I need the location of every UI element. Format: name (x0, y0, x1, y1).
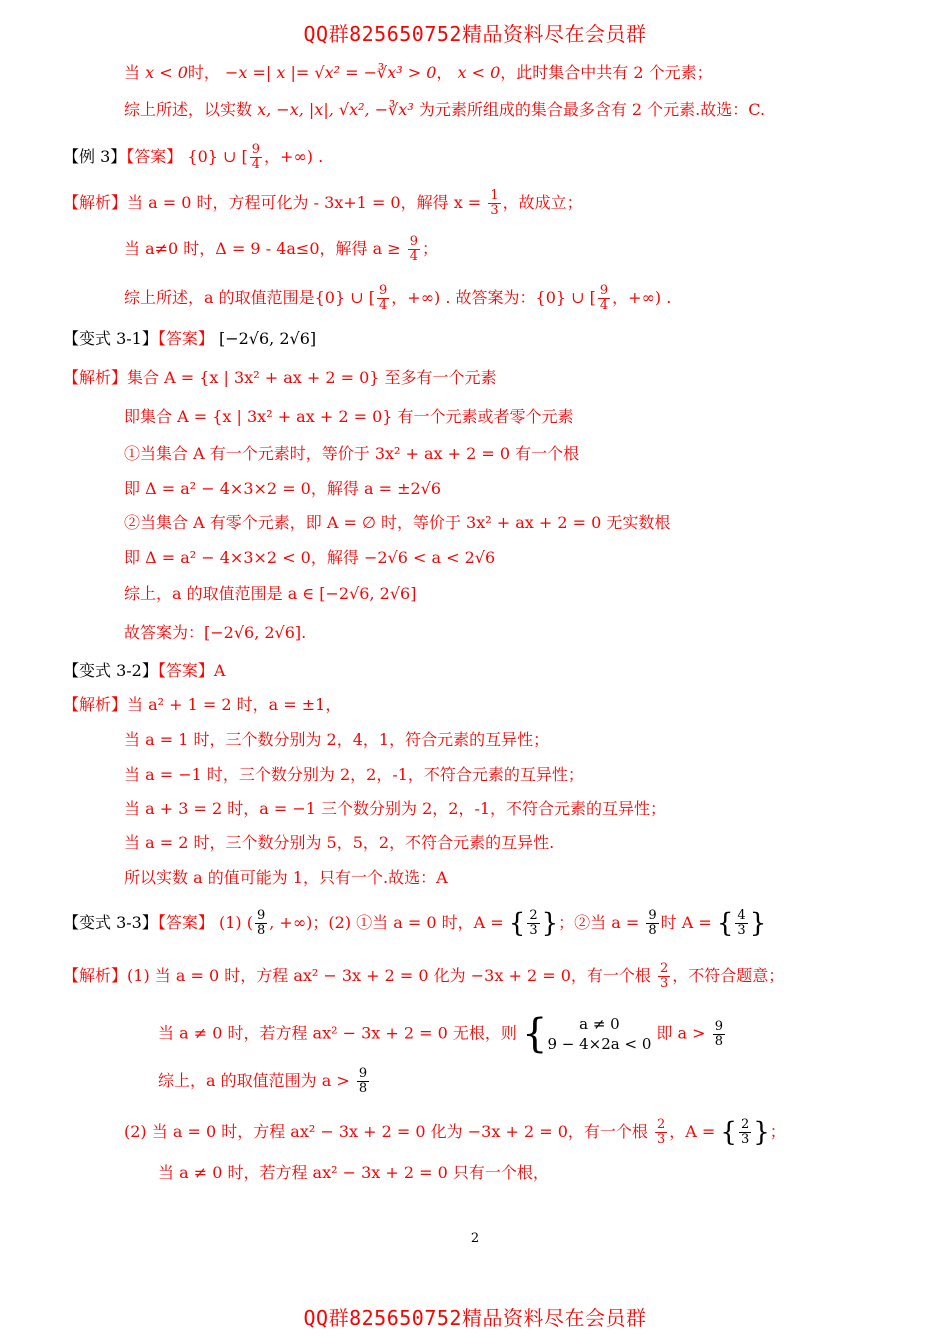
variant-3-1-analysis: 【解析】集合 A = {x | 3x² + ax + 2 = 0} 至多有一个元素 (63, 368, 497, 387)
text-line: 即 Δ = a² − 4×3×2 = 0，解得 a = ±2√6 (124, 479, 442, 498)
text-line: 当 a ≠ 0 时，若方程 ax² − 3x + 2 = 0 无根，则 { a ≠ 0 9 − 4×2a < 0 即 a > $\frac{9}{8}$ (158, 1011, 723, 1057)
example-3-answer: 【例 3】【答案】 {0} ∪ [ $\frac{9}{4}$ ，+∞) . (63, 142, 324, 172)
text-line: 当 a≠0 时，Δ = 9 - 4a≤0，解得 a ≥ $\frac{9}{4}$ ； (124, 234, 439, 264)
text-line: 即 Δ = a² − 4×3×2 < 0，解得 −2√6 < a < 2√6 (124, 548, 496, 567)
text-line: 当 a = 1 时，三个数分别为 2，4，1，符合元素的互异性； (124, 730, 550, 749)
text-line: 综上，a 的取值范围为 a > $\frac{9}{8}$ (158, 1066, 368, 1096)
variant-3-1-answer: 【变式 3-1】【答案】 [−2√6, 2√6] (63, 329, 317, 348)
text-line: 当 a = 2 时，三个数分别为 5，5，2，不符合元素的互异性. (124, 833, 555, 852)
text-line: 综上所述，以实数 x, −x, |x|, √x², −∛x³ 为元素所组成的集合最多含有 2 个元素.故选：C. (124, 100, 766, 119)
page-header: QQ群825650752精品资料尽在会员群 (303, 22, 647, 46)
text-line: ①当集合 A 有一个元素时，等价于 3x² + ax + 2 = 0 有一个根 (124, 444, 580, 463)
page-number: 2 (470, 1231, 480, 1246)
text-line: (2) 当 a = 0 时，方程 ax² − 3x + 2 = 0 化为 −3x + 2 = 0，有一个根 $\frac{2}{3}$ ，A = { $\frac{2}{3}$ }； (124, 1117, 786, 1148)
text-line: 综上所述，a 的取值范围是{0} ∪ [ $\frac{9}{4}$ ，+∞) . 故答案为：{0} ∪ [ $\frac{9}{4}$ ，+∞) . (124, 283, 672, 313)
variant-3-2-answer: 【变式 3-2】【答案】A (63, 661, 226, 680)
variant-3-3-answer: 【变式 3-3】【答案】 (1) ( $\frac{9}{8}$ , +∞)；(2) ①当 a = 0 时，A = { $\frac{2}{3}$ }；②当 a = $\frac{9}{8}$ 时 A = { $\frac{4}{3}$ } (63, 908, 767, 939)
example-3-analysis: 【解析】当 a = 0 时，方程可化为 - 3x+1 = 0，解得 x = $\frac{1}{3}$ ，故成立； (63, 188, 583, 218)
text-line: ②当集合 A 有零个元素，即 A = ∅ 时，等价于 3x² + ax + 2 = 0 无实数根 (124, 513, 671, 532)
text-line: 当 a ≠ 0 时，若方程 ax² − 3x + 2 = 0 只有一个根， (158, 1163, 549, 1182)
text-line: 当 x < 0时， −x =| x |= √x² = −∛x³ > 0， x < 0，此时集合中共有 2 个元素； (124, 63, 713, 82)
variant-3-3-analysis: 【解析】(1) 当 a = 0 时，方程 ax² − 3x + 2 = 0 化为 −3x + 2 = 0，有一个根 $\frac{2}{3}$ ，不符合题意； (63, 961, 785, 991)
text-line: 综上，a 的取值范围是 a ∈ [−2√6, 2√6] (124, 584, 417, 603)
page-footer: QQ群825650752精品资料尽在会员群 (303, 1306, 647, 1330)
variant-3-2-analysis: 【解析】当 a² + 1 = 2 时，a = ±1， (63, 695, 342, 714)
text-line: 当 a + 3 = 2 时，a = −1 三个数分别为 2，2，-1，不符合元素的互异性； (124, 799, 667, 818)
text-line: 所以实数 a 的值可能为 1，只有一个.故选：A (124, 868, 448, 887)
text-line: 故答案为：[−2√6, 2√6]. (124, 623, 307, 642)
text-line: 即集合 A = {x | 3x² + ax + 2 = 0} 有一个元素或者零个元素 (124, 407, 574, 426)
text-line: 当 a = −1 时，三个数分别为 2，2，-1，不符合元素的互异性； (124, 765, 584, 784)
